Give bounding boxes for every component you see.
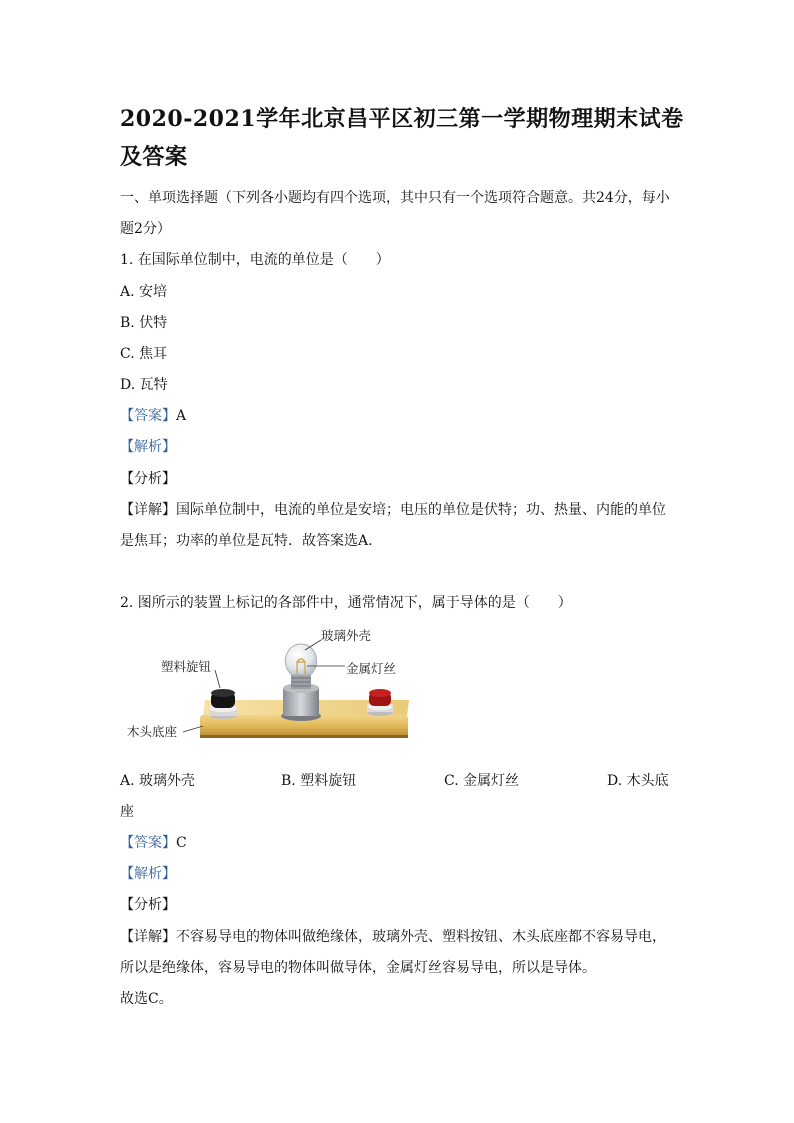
q1-answer	[120, 405, 186, 425]
q1-option-d: D. 瓦特	[120, 377, 168, 393]
q2-fenxi-tag: 【分析】	[120, 897, 176, 913]
q2-option-d: D. 木头底	[607, 773, 669, 789]
q1-jiexi-tag: 【解析】	[120, 439, 176, 455]
q2-option-a: A. 玻璃外壳	[120, 773, 196, 789]
answer-value: C	[176, 835, 187, 851]
answer-value: A	[176, 408, 187, 424]
q1-detail-line2: 是焦耳；功率的单位是瓦特．故答案选A.	[120, 533, 373, 549]
answer-tag: 【答案】	[120, 835, 176, 851]
q1-detail-line1	[120, 499, 666, 519]
q2-answer	[120, 832, 187, 852]
label-glass-shell: 玻璃外壳	[321, 628, 372, 643]
q1-option-c: C. 焦耳	[120, 346, 168, 362]
circuit-device-figure	[125, 622, 415, 747]
label-metal-filament: 金属灯丝	[346, 661, 397, 676]
red-knob	[367, 689, 393, 716]
detail-tag: 【详解】	[120, 502, 176, 518]
q2-option-b: B. 塑料旋钮	[281, 773, 357, 789]
q2-conclusion: 故选C。	[120, 991, 173, 1007]
q2-option-c: C. 金属灯丝	[444, 773, 520, 789]
section-heading-line1: 一、单项选择题（下列各小题均有四个选项，其中只有一个选项符合题意。共24分，每小	[120, 190, 670, 206]
section-heading-line2: 题2分）	[120, 221, 171, 237]
detail-tag: 【详解】	[120, 929, 176, 945]
detail-text: 国际单位制中，电流的单位是安培；电压的单位是伏特；功、热量、内能的单位	[176, 502, 666, 518]
q2-stem: 2. 图所示的装置上标记的各部件中，通常情况下，属于导体的是（ ）	[120, 595, 572, 611]
detail-text: 不容易导电的物体叫做绝缘体，玻璃外壳、塑料按钮、木头底座都不容易导电，	[176, 929, 666, 945]
q2-detail-line1	[120, 926, 666, 946]
q2-option-d-wrap: 座	[120, 804, 134, 820]
q2-detail-line2: 所以是绝缘体，容易导电的物体叫做导体，金属灯丝容易导电，所以是导体。	[120, 960, 596, 976]
bulb-assembly	[281, 644, 321, 721]
q1-option-b: B. 伏特	[120, 315, 168, 331]
q1-stem: 1. 在国际单位制中，电流的单位是（ ）	[120, 252, 390, 268]
answer-tag: 【答案】	[120, 408, 176, 424]
q1-option-a: A. 安培	[120, 284, 168, 300]
label-wooden-base: 木头底座	[127, 724, 178, 739]
black-knob	[209, 689, 237, 719]
q2-jiexi-tag: 【解析】	[120, 866, 176, 882]
page-title: 2020-2021学年北京昌平区初三第一学期物理期末试卷及答案	[120, 106, 684, 170]
q1-fenxi-tag: 【分析】	[120, 471, 176, 487]
label-plastic-knob: 塑料旋钮	[161, 659, 212, 674]
